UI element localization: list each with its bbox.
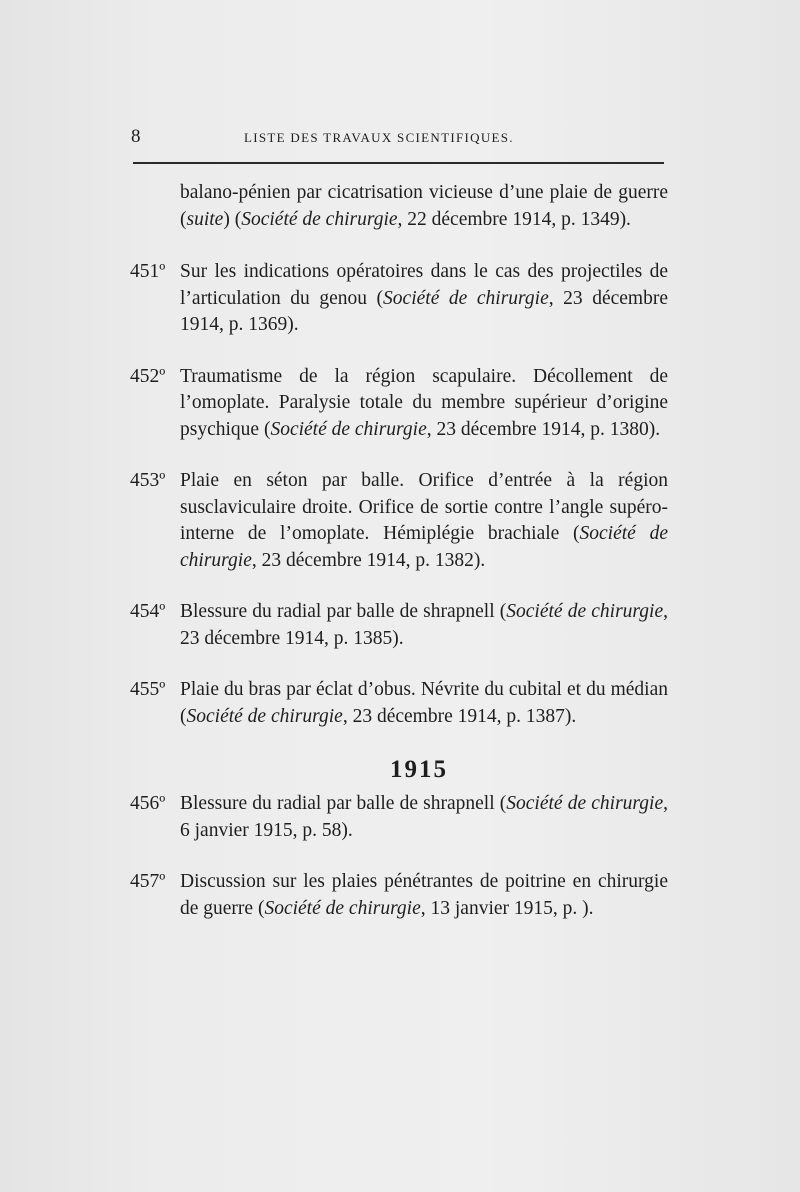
page-body (130, 180, 668, 947)
entry-453: 453º Plaie en séton par balle. Orifice d’entrée à la région susclaviculaire droite. Orifice de sortie contre l’angle supéro-interne de l’omoplate. Hémiplégie brachiale (Société de chirurgie, 23 décembre 1914, p. 1382). (130, 470, 668, 571)
entry-number: 455º (130, 679, 166, 700)
entry-number: 456º (130, 793, 166, 814)
entry-number: 457º (130, 871, 166, 892)
entry-number: 452º (130, 365, 166, 387)
entry-number: 453º (130, 470, 166, 491)
entry-452: 452º Traumatisme de la région scapulaire. Décollement de l’omoplate. Paralysie totale du membre supérieur d’origine psychique (Société de chirurgie, 23 décembre 1914, p. 1380). (130, 365, 668, 440)
entry-number: 454º (130, 601, 166, 622)
entry-454: 454º Blessure du radial par balle de shrapnell (Société de chirurgie, 23 décembre 1914, p. 1385). (130, 601, 668, 649)
entry-456: 456º Blessure du radial par balle de shrapnell (Société de chirurgie, 6 janvier 1915, p. 58). (130, 793, 668, 841)
entry-455: 455º Plaie du bras par éclat d’obus. Névrite du cubital et du médian (Société de chirurgie, 23 décembre 1914, p. 1387). (130, 679, 668, 727)
page-header (131, 126, 666, 150)
header-rule (133, 162, 664, 164)
entry-number: 451º (130, 261, 166, 282)
entry-451: 451º Sur les indications opératoires dans le cas des projectiles de l’articulation du genou (Société de chirurgie, 23 décembre 1914, p. 1369). (130, 261, 668, 335)
entry-457: 457º Discussion sur les plaies pénétrantes de poitrine en chirurgie de guerre (Société de chirurgie, 13 janvier 1915, p. ). (130, 871, 668, 919)
year-heading: 1915 (390, 756, 448, 783)
continued-entry: balano-pénien par cicatrisation vicieuse d’une plaie de guerre (suite) (Société de chirurgie, 22 décembre 1914, p. 1349). (180, 182, 668, 230)
running-title: LISTE DES TRAVAUX SCIENTIFIQUES. (244, 130, 514, 145)
page-number: 8 (131, 126, 141, 147)
